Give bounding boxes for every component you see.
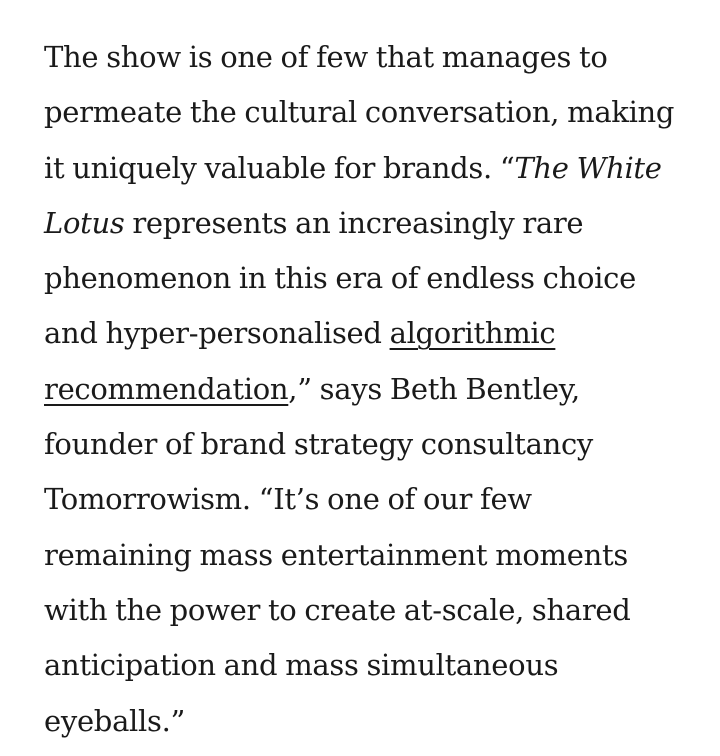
paragraph-line [44, 638, 684, 693]
text-run: eyeballs.” [44, 703, 186, 738]
algorithmic-recommendation-link[interactable]: algorithmic [389, 316, 556, 351]
text-run: Tomorrowism. “It’s one of our few [44, 482, 532, 517]
text-run: and hyper-personalised [44, 316, 390, 351]
paragraph-line [44, 30, 684, 85]
text-run: represents an increasingly rare [124, 205, 584, 240]
text-run: with the power to create at-scale, shared [44, 592, 631, 627]
paragraph-line [44, 306, 684, 361]
paragraph-line [44, 583, 684, 638]
text-run: phenomenon in this era of endless choice [44, 261, 636, 296]
paragraph-line [44, 694, 684, 749]
article-body [44, 30, 684, 749]
show-title-italic: The White [514, 150, 662, 185]
algorithmic-recommendation-link[interactable]: recommendation [44, 371, 289, 406]
text-run: remaining mass entertainment moments [44, 537, 628, 572]
text-run: it uniquely valuable for brands. “ [44, 150, 515, 185]
paragraph-line [44, 472, 684, 527]
paragraph-line [44, 141, 684, 196]
text-run: The show is one of few that manages to [44, 40, 608, 74]
paragraph-line [44, 528, 684, 583]
paragraph-line [44, 85, 684, 140]
paragraph-line [44, 362, 684, 417]
text-run: anticipation and mass simultaneous [44, 648, 559, 683]
paragraph-line [44, 251, 684, 306]
paragraph-line [44, 417, 684, 472]
text-run: founder of brand strategy consultancy [44, 427, 593, 462]
article-paragraph [44, 30, 684, 749]
text-run: permeate the cultural conversation, making [44, 95, 675, 130]
text-run: ,” says Beth Bentley, [288, 371, 580, 406]
show-title-italic: Lotus [44, 205, 125, 240]
paragraph-line [44, 196, 684, 251]
